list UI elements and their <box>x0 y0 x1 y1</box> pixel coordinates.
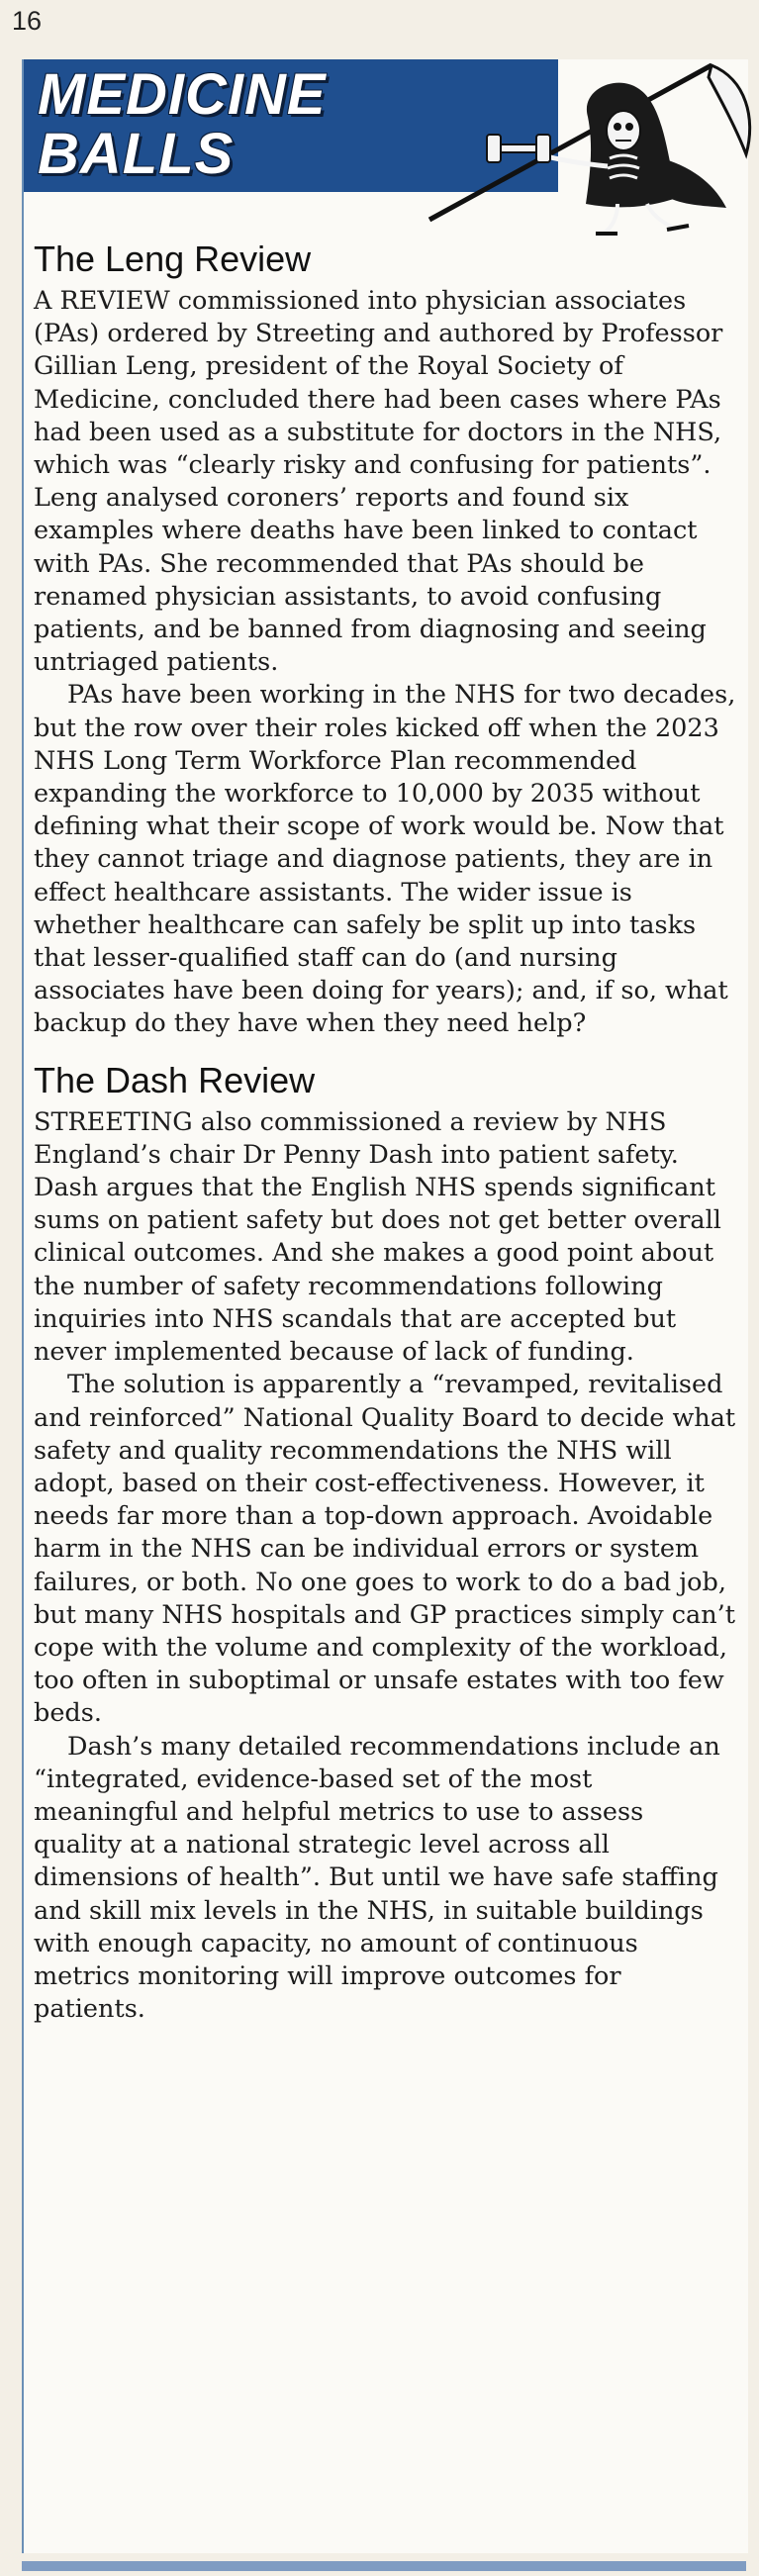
paragraph: A REVIEW commissioned into physician associates (PAs) ordered by Streeting and authored by Professor Gillian Leng, president of the Royal Society of Medicine, concluded there had been cases where PAs had been used as a substitute for doctors in the NHS, which was “clearly risky and confusing for patients”. Leng analysed coroners’ reports and found six examples where deaths have been linked to contact with PAs. She recommended that PAs should be renamed physician assistants, to avoid confusing patients, and be banned from diagnosing and seeing untriaged patients. <box>34 286 723 678</box>
paragraph: STREETING also commissioned a review by NHS England’s chair Dr Penny Dash into patient safety. Dash argues that the English NHS spends significant sums on patient safety but does not get better overall clinical outcomes. And she makes a good point about the number of safety recommendations following inquiries into NHS scandals that are accepted but never implemented because of lack of funding. <box>34 1106 721 1368</box>
grim-reaper-illustration <box>321 59 756 239</box>
section-heading: The Leng Review <box>34 239 312 279</box>
bottom-rule <box>22 2561 746 2571</box>
paragraph: Dash’s many detailed recommendations include an “integrated, evidence-based set of the most meaningful and helpful metrics to use to assess quality at a national strategic level across all dimensions of health”. But until we have safe staffing and skill mix levels in the NHS, in suitable buildings with enough capacity, no amount of continuous metrics monitoring will improve outcomes for patients. <box>34 1731 720 2025</box>
section-heading: The Dash Review <box>34 1059 316 1100</box>
banner-title-line2: BALLS <box>38 122 235 186</box>
page-number: 16 <box>12 6 43 36</box>
paragraph: The solution is apparently a “revamped, revitalised and reinforced” National Quality Board to decide what safety and quality recommendations the NHS will adopt, based on their cost-effectiveness. However, it needs far more than a top-down approach. Avoidable harm in the NHS can be individual errors or system failures, or both. No one goes to work to do a bad job, but many NHS hospitals and GP practices simply can’t cope with the volume and complexity of the workload, too often in suboptimal or unsafe estates with too few beds. <box>34 1370 736 1729</box>
banner-title-line1: MEDICINE <box>38 62 327 127</box>
section-leng-review <box>34 238 738 1041</box>
banner-title <box>38 62 327 186</box>
article-body <box>34 238 738 2026</box>
section-dash-review <box>34 1059 738 2027</box>
article-column <box>22 59 748 2553</box>
paragraph: PAs have been working in the NHS for two decades, but the row over their roles kicked off when the 2023 NHS Long Term Workforce Plan recommended expanding the workforce to 10,000 by 2035 without defining what their scope of work would be. Now that they cannot triage and diagnose patients, they are in effect healthcare assistants. The wider issue is whether healthcare can safely be split up into tasks that lesser-qualified staff can do (and nursing associates have been doing for years); and, if so, what backup do they have when they need help? <box>34 680 736 1039</box>
